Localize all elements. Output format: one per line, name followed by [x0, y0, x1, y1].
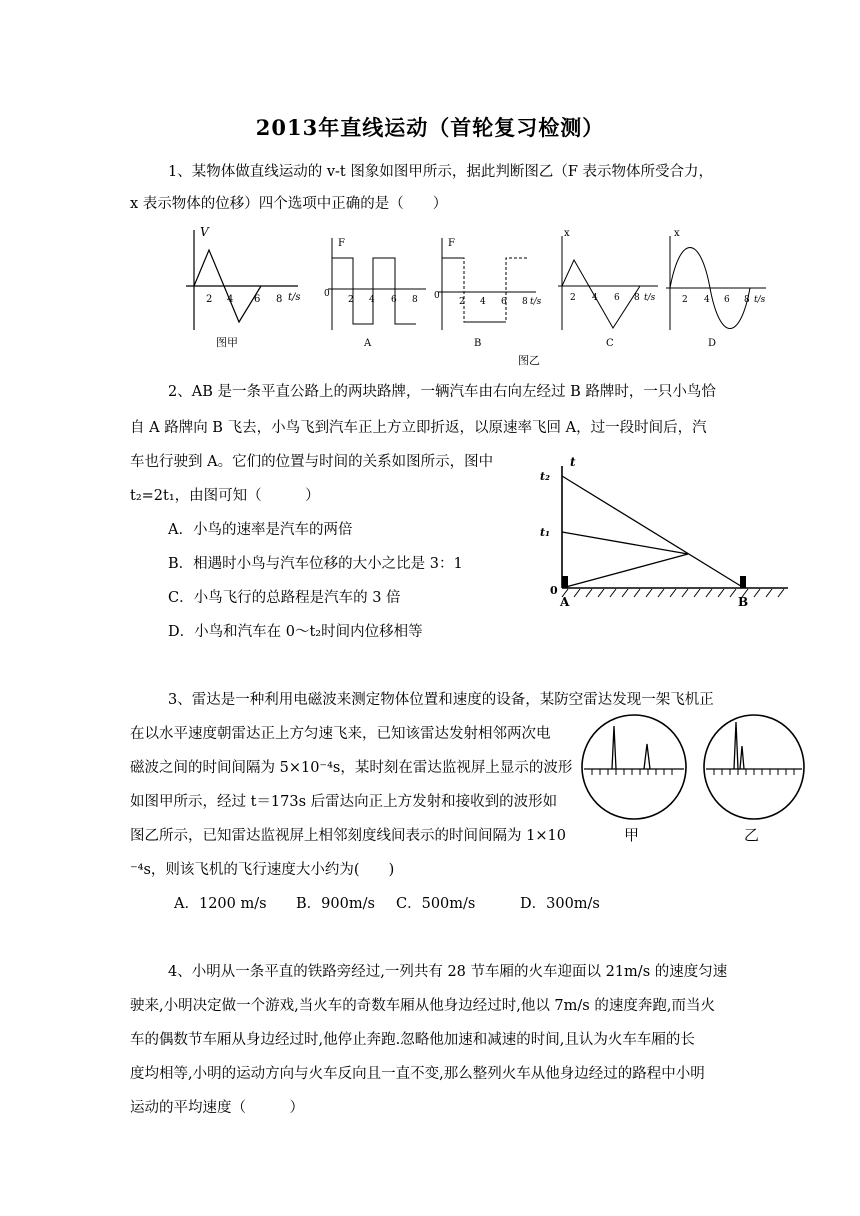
q2-line-1: 2、AB 是一条平直公路上的两块路牌，一辆汽车由右向左经过 B 路牌时，一只小鸟恰: [168, 384, 716, 400]
svg-text:B: B: [738, 595, 749, 609]
fig-yi-caption: 图乙: [518, 354, 540, 367]
panel-c-label: C: [606, 338, 614, 349]
svg-text:0: 0: [434, 291, 440, 301]
svg-text:t: t: [570, 455, 576, 469]
svg-text:6: 6: [254, 294, 261, 305]
q4-line-3: 车的偶数节车厢从身边经过时,他停止奔跑.忽略他加速和减速的时间,且认为火车车厢的长: [130, 1032, 695, 1048]
q3-option-d: D．300m/s: [520, 896, 600, 912]
svg-text:F: F: [338, 238, 345, 249]
svg-text:8: 8: [744, 295, 750, 305]
svg-text:6: 6: [501, 297, 507, 307]
q2-option-d: D．小鸟和汽车在 0～t₂时间内位移相等: [168, 624, 423, 640]
svg-text:6: 6: [391, 295, 397, 305]
svg-text:2: 2: [206, 294, 213, 305]
axis-v-label: V: [200, 225, 209, 239]
radar-jia-label: 甲: [624, 826, 640, 844]
svg-text:t₂: t₂: [540, 470, 550, 483]
svg-text:6: 6: [614, 293, 620, 303]
svg-text:8: 8: [522, 297, 528, 307]
svg-text:x: x: [564, 228, 570, 239]
panel-c-graph: [558, 228, 658, 349]
q1-line-1: 1、某物体做直线运动的 v-t 图象如图甲所示，据此判断图乙（F 表示物体所受合力，: [168, 164, 714, 180]
svg-text:4: 4: [227, 294, 234, 305]
q3-line-3: 磁波之间的时间间隔为 5×10⁻⁴s，某时刻在雷达监视屏上显示的波形: [130, 760, 573, 776]
svg-text:4: 4: [369, 295, 375, 305]
q3-line-2: 在以水平速度朝雷达正上方匀速飞来，已知该雷达发射相邻两次电: [130, 726, 551, 742]
svg-text:4: 4: [480, 297, 486, 307]
panel-a-label: A: [364, 338, 372, 349]
q2-line-3: 车也行驶到 A。它们的位置与时间的关系如图所示，图中: [130, 454, 494, 470]
panel-d-graph: [666, 228, 766, 349]
svg-text:2: 2: [682, 295, 688, 305]
svg-text:0: 0: [550, 584, 558, 597]
q2-position-time-figure: [540, 452, 792, 612]
svg-text:t₁: t₁: [540, 526, 550, 539]
sign-a-marker: [562, 576, 568, 588]
q2-option-b: B．相遇时小鸟与汽车位移的大小之比是 3：1: [168, 556, 463, 572]
svg-text:2: 2: [459, 297, 465, 307]
svg-text:8: 8: [276, 294, 283, 305]
radar-screen-yi: [704, 715, 804, 844]
q4-line-2: 驶来,小明决定做一个游戏,当火车的奇数车厢从他身边经过时,他以 7m/s 的速度奔跑,而当火: [130, 998, 715, 1014]
svg-text:2: 2: [570, 293, 576, 303]
q3-option-c: C．500m/s: [396, 896, 476, 912]
q2-option-c: C．小鸟飞行的总路程是汽车的 3 倍: [168, 590, 401, 606]
svg-text:t/s: t/s: [644, 293, 656, 303]
svg-text:A: A: [560, 595, 570, 609]
radar-yi-label: 乙: [744, 826, 760, 844]
q2-line-2: 自 A 路牌向 B 飞去，小鸟飞到汽车正上方立即折返，以原速率飞回 A，过一段时间后，汽: [130, 420, 707, 436]
page-title: 2013年直线运动（首轮复习检测）: [255, 115, 605, 140]
q4-line-4: 度均相等,小明的运动方向与火车反向且一直不变,那么整列火车从他身边经过的路程中小明: [130, 1066, 705, 1082]
svg-text:t/s: t/s: [754, 295, 766, 305]
svg-text:2: 2: [348, 295, 354, 305]
vt-graph: [186, 225, 301, 330]
q2-line-4: t₂=2t₁，由图可知（ ）: [130, 488, 320, 504]
q1-figure: [176, 222, 776, 370]
panel-d-label: D: [708, 338, 717, 349]
q3-line-5: 图乙所示，已知雷达监视屏上相邻刻度线间表示的时间间隔为 1×10: [130, 828, 566, 844]
q3-line-6: ⁻⁴s，则该飞机的飞行速度大小约为( ): [130, 862, 395, 878]
radar-screen-jia: [582, 715, 686, 844]
fig-jia-caption: 图甲: [216, 336, 238, 349]
svg-text:4: 4: [704, 295, 710, 305]
panel-b-graph: [434, 238, 542, 349]
panel-a-graph: [324, 238, 426, 349]
q3-radar-figure: [578, 712, 810, 846]
svg-text:8: 8: [412, 295, 418, 305]
q4-line-5: 运动的平均速度（ ）: [130, 1100, 304, 1116]
q3-option-a: A．1200 m/s: [174, 896, 267, 912]
panel-b-label: B: [474, 338, 482, 349]
svg-text:0: 0: [324, 289, 330, 299]
q3-option-b: B．900m/s: [296, 896, 375, 912]
q4-line-1: 4、小明从一条平直的铁路旁经过,一列共有 28 节车厢的火车迎面以 21m/s 的速度匀速: [168, 964, 728, 980]
svg-text:F: F: [448, 238, 455, 249]
svg-text:t/s: t/s: [530, 297, 542, 307]
svg-text:6: 6: [724, 295, 730, 305]
svg-text:x: x: [674, 228, 680, 239]
q2-option-a: A．小鸟的速率是汽车的两倍: [168, 522, 353, 538]
q1-line-2: x 表示物体的位移）四个选项中正确的是（ ）: [130, 196, 448, 212]
sign-b-marker: [740, 576, 746, 588]
svg-text:8: 8: [634, 293, 640, 303]
q3-line-4: 如图甲所示，经过 t＝173s 后雷达向正上方发射和接收到的波形如: [130, 794, 558, 810]
svg-text:t/s: t/s: [288, 292, 301, 303]
svg-text:4: 4: [592, 293, 598, 303]
q3-line-1: 3、雷达是一种利用电磁波来测定物体位置和速度的设备，某防空雷达发现一架飞机正: [168, 692, 714, 708]
